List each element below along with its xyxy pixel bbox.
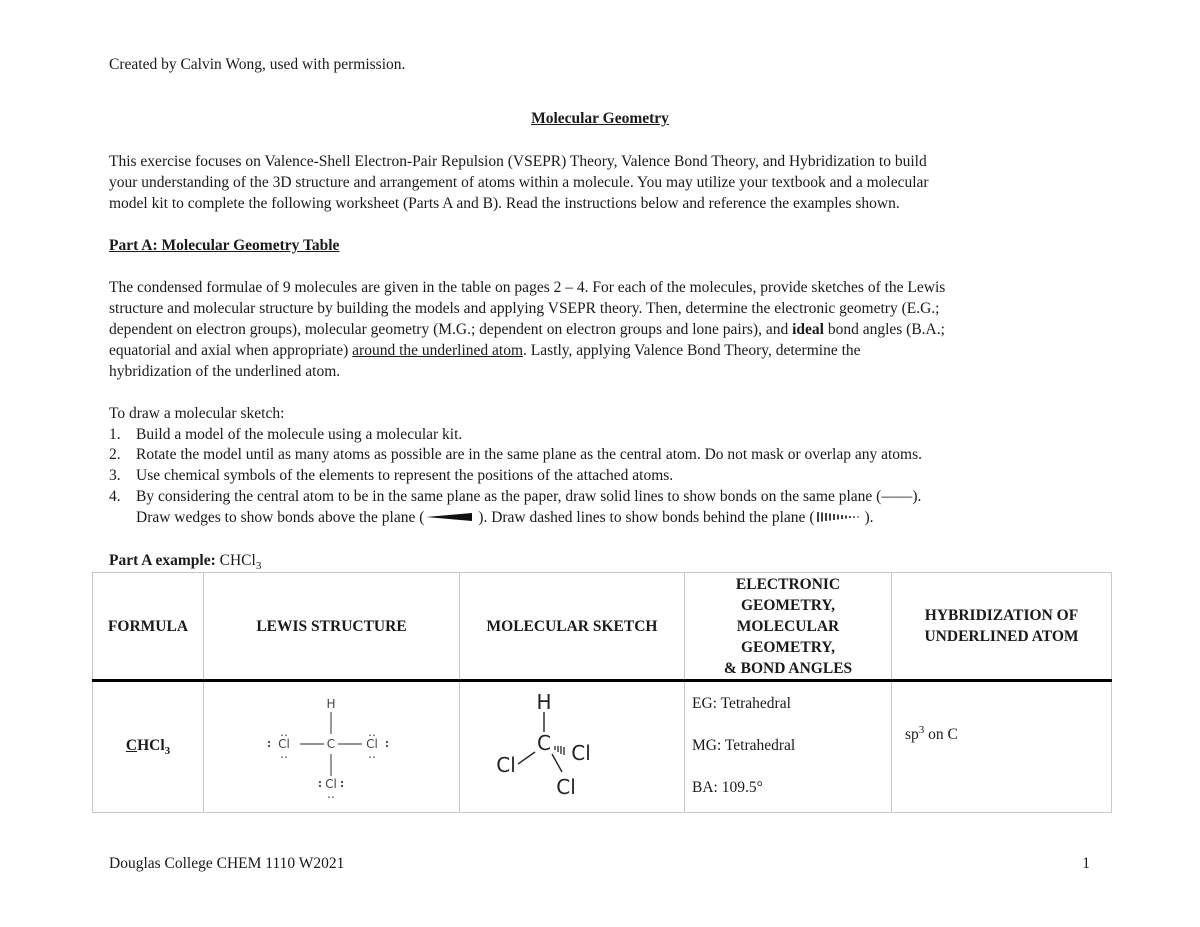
lone-pair: .. xyxy=(368,747,376,761)
step-text: Use chemical symbols of the elements to represent the positions of the attached atoms. xyxy=(136,467,674,484)
cell-formula xyxy=(93,681,204,813)
header-geometry xyxy=(685,573,892,681)
intro-line-1: This exercise focuses on Valence-Shell Electron-Pair Repulsion (VSEPR) Theory, Valence Bond Theory, and Hybridization to build xyxy=(109,153,927,170)
footer-course: Douglas College CHEM 1110 W2021 xyxy=(109,855,345,872)
intro-line-2: your understanding of the 3D structure and arrangement of atoms within a molecule. You may utilize your textbook and a molecular xyxy=(109,174,929,191)
hybridization-value xyxy=(892,682,1111,744)
para-text: bond angles (B.A.; xyxy=(823,321,945,338)
header-hybridization-line: UNDERLINED ATOM xyxy=(924,628,1079,645)
molecular-sketch-diagram xyxy=(460,682,684,807)
electronic-geometry: EG: Tetrahedral xyxy=(692,695,791,712)
part-a-para-line-2: structure and molecular structure by building the models and applying VSEPR theory. Then, determine the electronic geometry (E.G.; xyxy=(109,300,940,317)
lewis-structure-diagram xyxy=(204,682,459,807)
example-formula: CHCl xyxy=(219,552,256,569)
sketch-atom-cl-bottom: Cl xyxy=(556,775,576,799)
lone-pair: .. xyxy=(368,725,376,739)
step-number: 1. xyxy=(109,426,121,443)
part-a-para-line-1: The condensed formulae of 9 molecules are given in the table on pages 2 – 4. For each of the molecules, provide sketches of the Lewis xyxy=(109,279,946,296)
hybridization-rest: on C xyxy=(924,726,958,744)
sketch-atom-c: C xyxy=(537,731,551,755)
sketch-step-3 xyxy=(109,465,673,486)
cell-lewis xyxy=(204,681,460,813)
example-label-bold: Part A example: xyxy=(109,552,216,569)
step-number: 2. xyxy=(109,446,121,463)
sketch-step-4-continued xyxy=(136,507,874,528)
lewis-atom-cl-left: Cl xyxy=(278,737,290,751)
sketch-step-4 xyxy=(109,486,921,507)
lewis-atom-h: H xyxy=(326,697,336,711)
step-number: 4. xyxy=(109,488,121,505)
step-text: ). xyxy=(864,509,874,526)
step-number: 3. xyxy=(109,467,121,484)
page-number: 1 xyxy=(1082,855,1090,872)
header-geometry-line: GEOMETRY, xyxy=(740,596,836,614)
header-hybridization xyxy=(892,573,1112,681)
step-text: Build a model of the molecule using a molecular kit. xyxy=(136,426,463,443)
lewis-atom-c: C xyxy=(326,737,336,751)
lone-pair: .. xyxy=(280,725,288,739)
header-formula: FORMULA xyxy=(93,573,204,681)
cell-geometry xyxy=(685,681,892,813)
part-a-para-line-4 xyxy=(109,340,861,361)
dashed-bond-icon xyxy=(814,511,864,523)
formula-rest: HCl xyxy=(137,736,165,754)
header-geometry-line: & BOND ANGLES xyxy=(723,659,853,677)
cell-sketch xyxy=(460,681,685,813)
header-sketch: MOLECULAR SKETCH xyxy=(460,573,685,681)
step-text: Draw wedges to show bonds above the plane ( xyxy=(136,509,425,526)
part-a-heading: Part A: Molecular Geometry Table xyxy=(109,237,340,254)
sketch-intro: To draw a molecular sketch: xyxy=(109,405,285,422)
underlined-phrase: around the underlined atom xyxy=(352,342,524,359)
formula-sub: 3 xyxy=(164,745,171,758)
hybridization-sup: 3 xyxy=(918,724,925,736)
table-header-row xyxy=(93,573,1112,681)
sketch-atom-cl-left: Cl xyxy=(496,753,516,777)
sketch-atom-cl-right: Cl xyxy=(571,741,591,765)
header-geometry-line: GEOMETRY, xyxy=(740,638,836,656)
hybridization-base: sp xyxy=(905,726,919,744)
ideal-emphasis: ideal xyxy=(792,321,824,338)
lone-pair: .. xyxy=(280,747,288,761)
part-a-para-line-3 xyxy=(109,319,945,340)
page-title: Molecular Geometry xyxy=(531,110,669,127)
intro-line-3: model kit to complete the following worksheet (Parts A and B). Read the instructions below and reference the examples shown. xyxy=(109,195,900,212)
header-geometry-line: MOLECULAR xyxy=(736,617,840,635)
sketch-atom-h: H xyxy=(536,690,552,714)
cell-hybridization xyxy=(892,681,1112,813)
table-row xyxy=(93,681,1112,813)
header-hybridization-line: HYBRIDIZATION OF xyxy=(924,607,1079,624)
para-text: dependent on electron groups), molecular geometry (M.G.; dependent on electron groups and lone pairs), and xyxy=(109,321,793,338)
step-text: Rotate the model until as many atoms as possible are in the same plane as the central atom. Do not mask or overlap any atoms. xyxy=(136,446,922,463)
header-geometry-line: ELECTRONIC xyxy=(735,575,841,593)
molecular-geometry: MG: Tetrahedral xyxy=(692,737,796,754)
example-formula-sub: 3 xyxy=(255,560,262,573)
para-text: equatorial and axial when appropriate) xyxy=(109,342,353,359)
bond-angle: BA: 109.5° xyxy=(692,779,763,796)
para-text: . Lastly, applying Valence Bond Theory, determine the xyxy=(523,342,861,359)
wedge-bond-icon xyxy=(424,511,474,523)
part-a-para-line-5: hybridization of the underlined atom. xyxy=(109,363,341,380)
sketch-step-2 xyxy=(109,444,922,465)
step-text: By considering the central atom to be in the same plane as the paper, draw solid lines to show bonds on the same plane (——). xyxy=(136,488,922,505)
header-lewis: LEWIS STRUCTURE xyxy=(204,573,460,681)
lone-pair: .. xyxy=(327,787,335,801)
lewis-atom-cl-right: Cl xyxy=(366,737,378,751)
step-text: ). Draw dashed lines to show bonds behind the plane ( xyxy=(474,509,815,526)
lewis-atom-cl-bottom: Cl xyxy=(325,777,337,791)
sketch-step-1 xyxy=(109,424,462,445)
underlined-atom: C xyxy=(125,736,138,754)
example-table xyxy=(92,572,1112,813)
credit-line: Created by Calvin Wong, used with permission. xyxy=(109,56,406,73)
